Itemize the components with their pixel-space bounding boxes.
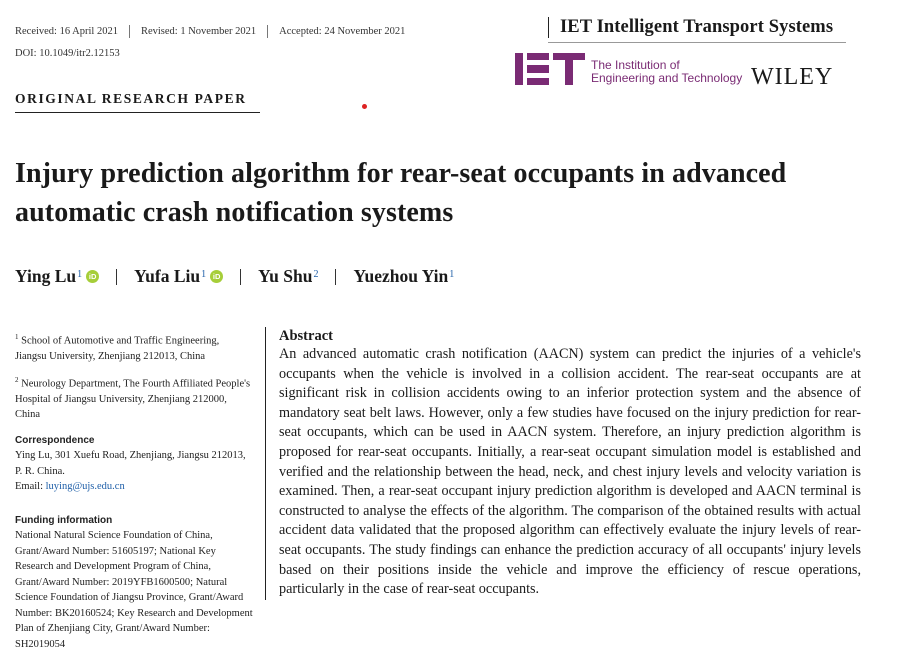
iet-logo-icon — [515, 52, 585, 91]
author-name[interactable]: Yufa Liu — [134, 266, 201, 286]
correspondence-heading: Correspondence — [15, 434, 95, 446]
correspondence-address: Ying Lu, 301 Xuefu Road, Zhenjiang, Jiangsu 212013, P. R. China. — [15, 450, 246, 477]
date-separator — [267, 25, 268, 38]
affiliation-1: $^1$ School of Automotive and Traffic Engineering, Jiangsu University, Zhenjiang 212013, China — [15, 333, 220, 362]
article-dates — [15, 25, 405, 38]
paper-title: Injury prediction algorithm for rear-seat occupants in advanced automatic crash notification systems — [15, 158, 787, 228]
author-name[interactable]: Ying Lu — [15, 266, 77, 286]
sidebar-info — [15, 330, 253, 652]
institution-name: The Institution of Engineering and Technology — [591, 57, 743, 85]
email-link[interactable]: luying@ujs.edu.cn — [45, 481, 125, 492]
journal-name: IET Intelligent Transport Systems — [548, 17, 858, 38]
author-affiliation-sup: 2 — [313, 269, 319, 280]
author-affiliation-sup: 1 — [77, 269, 83, 280]
author-affiliation-sup: 1 — [449, 269, 455, 280]
category-rule — [15, 112, 260, 113]
funding-heading: Funding information — [15, 514, 113, 526]
orcid-icon[interactable]: iD — [86, 270, 99, 283]
publisher-logo: WILEY — [751, 64, 834, 90]
orcid-icon[interactable]: iD — [210, 270, 223, 283]
author-separator — [240, 269, 241, 285]
red-dot-marker — [362, 104, 367, 109]
iet-logo — [515, 52, 747, 91]
author-list — [15, 266, 454, 287]
author-name[interactable]: Yu Shu — [258, 266, 313, 286]
correspondence-email: Email: luying@ujs.edu.cn — [15, 481, 125, 492]
author-separator — [116, 269, 117, 285]
received-date: Received: 16 April 2021 — [15, 26, 118, 37]
funding-text: National Natural Science Foundation of China, Grant/Award Number: 51605197; National Key Research and Development Program of China, Grant/Award Number: 2019YFB1600500; Natural Science Foundation of Jiangsu Province, Grant/Award Number: BK20160524; Key Research and Development Plan of Zhenjiang City, Grant/Award Number: SH2019054 — [15, 530, 253, 650]
journal-rule — [548, 42, 846, 43]
author-separator — [335, 269, 336, 285]
paper-category: ORIGINAL RESEARCH PAPER — [15, 91, 247, 106]
revised-date: Revised: 1 November 2021 — [140, 26, 257, 37]
abstract-section — [265, 327, 861, 600]
doi[interactable]: DOI: 10.1049/itr2.12153 — [15, 48, 120, 59]
abstract-text: An advanced automatic crash notification (AACN) system can predict the injuries of a vehicle's occupants when the vehicle is involved in a collision accident. The rear-seat occupants are at significant risk in collision accidents owing to an inferior protection system and the absence of mandatory seat belt laws. However, only a few studies have focused on the injury prediction for rear-seat occupants, which can be used in AACN system. Therefore, an injury prediction algorithm is proposed for rear-seat occupants. Initially, a rear-seat occupant simulation model is established and verified and the relationship between the head, neck, and chest injury levels and velocity variation is examined. Then, a rear-seat occupant injury prediction algorithm is developed and AACN terminal is constructed to analyse the effects of the algorithm. The comparison of the obtained results with actual accident data validated that the proposed algorithm can effectively evaluate the injury levels of rear-seat occupants. The study findings can enhance the prediction accuracy of all occupants' injury levels based on their positions inside the vehicle and improve the efficiency of rescue operations, particularly in the case of rear-seat occupants. — [279, 346, 861, 598]
abstract-heading: Abstract — [279, 328, 333, 344]
author-affiliation-sup: 1 — [201, 269, 207, 280]
accepted-date: Accepted: 24 November 2021 — [279, 26, 406, 37]
date-separator — [129, 25, 130, 38]
affiliation-2: $^2$ Neurology Department, The Fourth Affiliated People's Hospital of Jiangsu University, Zhenjiang 212000, China — [15, 375, 251, 420]
author-name[interactable]: Yuezhou Yin — [353, 266, 449, 286]
